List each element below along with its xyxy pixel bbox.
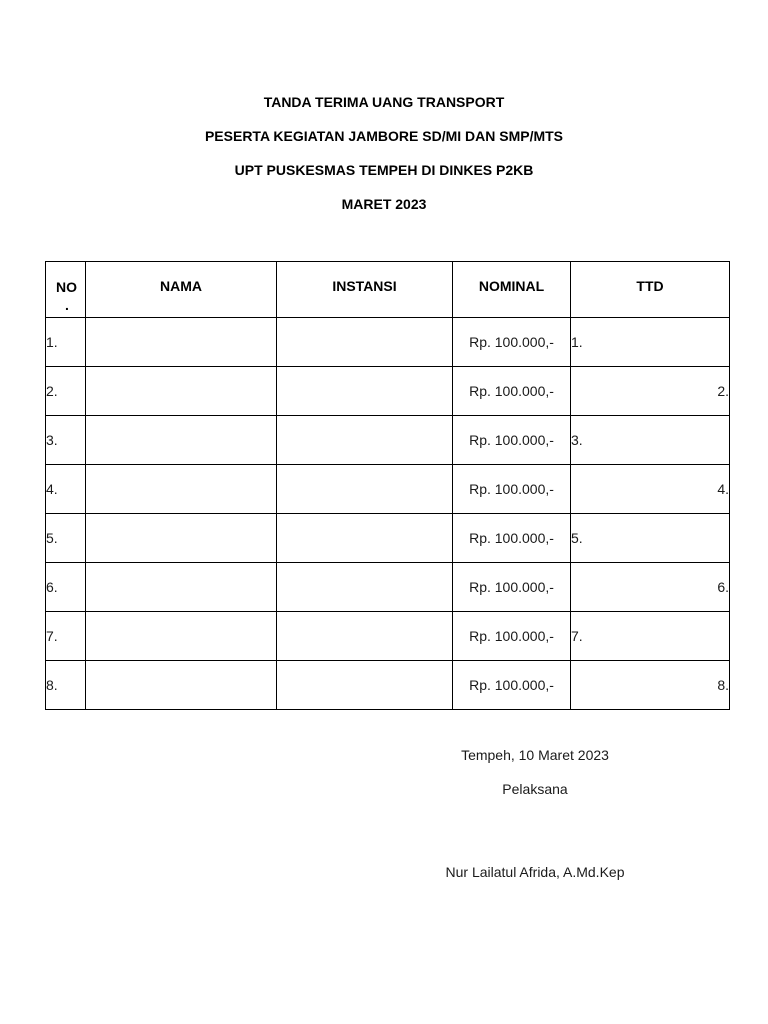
row-number: 5. (46, 514, 86, 563)
row-instansi-cell (277, 416, 453, 465)
place-date: Tempeh, 10 Maret 2023 (461, 747, 609, 763)
column-header-nominal: NOMINAL (453, 262, 571, 318)
row-nominal-cell: Rp. 100.000,- (453, 514, 571, 563)
row-nominal-cell: Rp. 100.000,- (453, 367, 571, 416)
table-row (46, 416, 730, 465)
document-subtitle-unit: UPT PUSKESMAS TEMPEH DI DINKES P2KB (234, 162, 534, 178)
row-nama-cell (86, 416, 277, 465)
document-subtitle-event: PESERTA KEGIATAN JAMBORE SD/MI DAN SMP/MTS (204, 128, 564, 144)
row-number: 4. (46, 465, 86, 514)
row-nominal-cell: Rp. 100.000,- (453, 661, 571, 710)
row-number: 1. (46, 318, 86, 367)
table-row (46, 563, 730, 612)
row-signature-cell: 6. (571, 563, 730, 612)
row-nominal-cell: Rp. 100.000,- (453, 318, 571, 367)
row-number: 2. (46, 367, 86, 416)
table-row (46, 367, 730, 416)
row-nominal-cell: Rp. 100.000,- (453, 612, 571, 661)
row-nominal-cell: Rp. 100.000,- (453, 563, 571, 612)
row-signature-cell: 7. (571, 612, 730, 661)
table-row (46, 318, 730, 367)
row-nama-cell (86, 465, 277, 514)
row-instansi-cell (277, 367, 453, 416)
table-header-row (46, 262, 730, 318)
row-instansi-cell (277, 661, 453, 710)
row-instansi-cell (277, 563, 453, 612)
column-header-no (46, 262, 86, 318)
column-header-no-dot: . (65, 297, 69, 313)
row-instansi-cell (277, 318, 453, 367)
document-title: TANDA TERIMA UANG TRANSPORT (263, 94, 505, 110)
row-number: 6. (46, 563, 86, 612)
row-number: 8. (46, 661, 86, 710)
row-number: 3. (46, 416, 86, 465)
row-nama-cell (86, 514, 277, 563)
row-nama-cell (86, 612, 277, 661)
document-subtitle-period: MARET 2023 (341, 196, 427, 212)
column-header-ttd: TTD (571, 262, 730, 318)
signer-name: Nur Lailatul Afrida, A.Md.Kep (445, 864, 625, 880)
table-row (46, 661, 730, 710)
row-signature-cell: 4. (571, 465, 730, 514)
row-nominal-cell: Rp. 100.000,- (453, 465, 571, 514)
table-row (46, 514, 730, 563)
row-signature-cell: 5. (571, 514, 730, 563)
row-signature-cell: 3. (571, 416, 730, 465)
row-signature-cell: 8. (571, 661, 730, 710)
row-signature-cell: 1. (571, 318, 730, 367)
row-signature-cell: 2. (571, 367, 730, 416)
column-header-instansi: INSTANSI (277, 262, 453, 318)
row-instansi-cell (277, 514, 453, 563)
receipt-table (45, 261, 730, 710)
table-row (46, 612, 730, 661)
row-nominal-cell: Rp. 100.000,- (453, 416, 571, 465)
row-instansi-cell (277, 612, 453, 661)
row-nama-cell (86, 563, 277, 612)
row-nama-cell (86, 661, 277, 710)
column-header-nama: NAMA (86, 262, 277, 318)
signer-role: Pelaksana (502, 781, 568, 797)
row-instansi-cell (277, 465, 453, 514)
row-number: 7. (46, 612, 86, 661)
column-header-no-text: NO (56, 279, 77, 295)
row-nama-cell (86, 318, 277, 367)
row-nama-cell (86, 367, 277, 416)
table-row (46, 465, 730, 514)
